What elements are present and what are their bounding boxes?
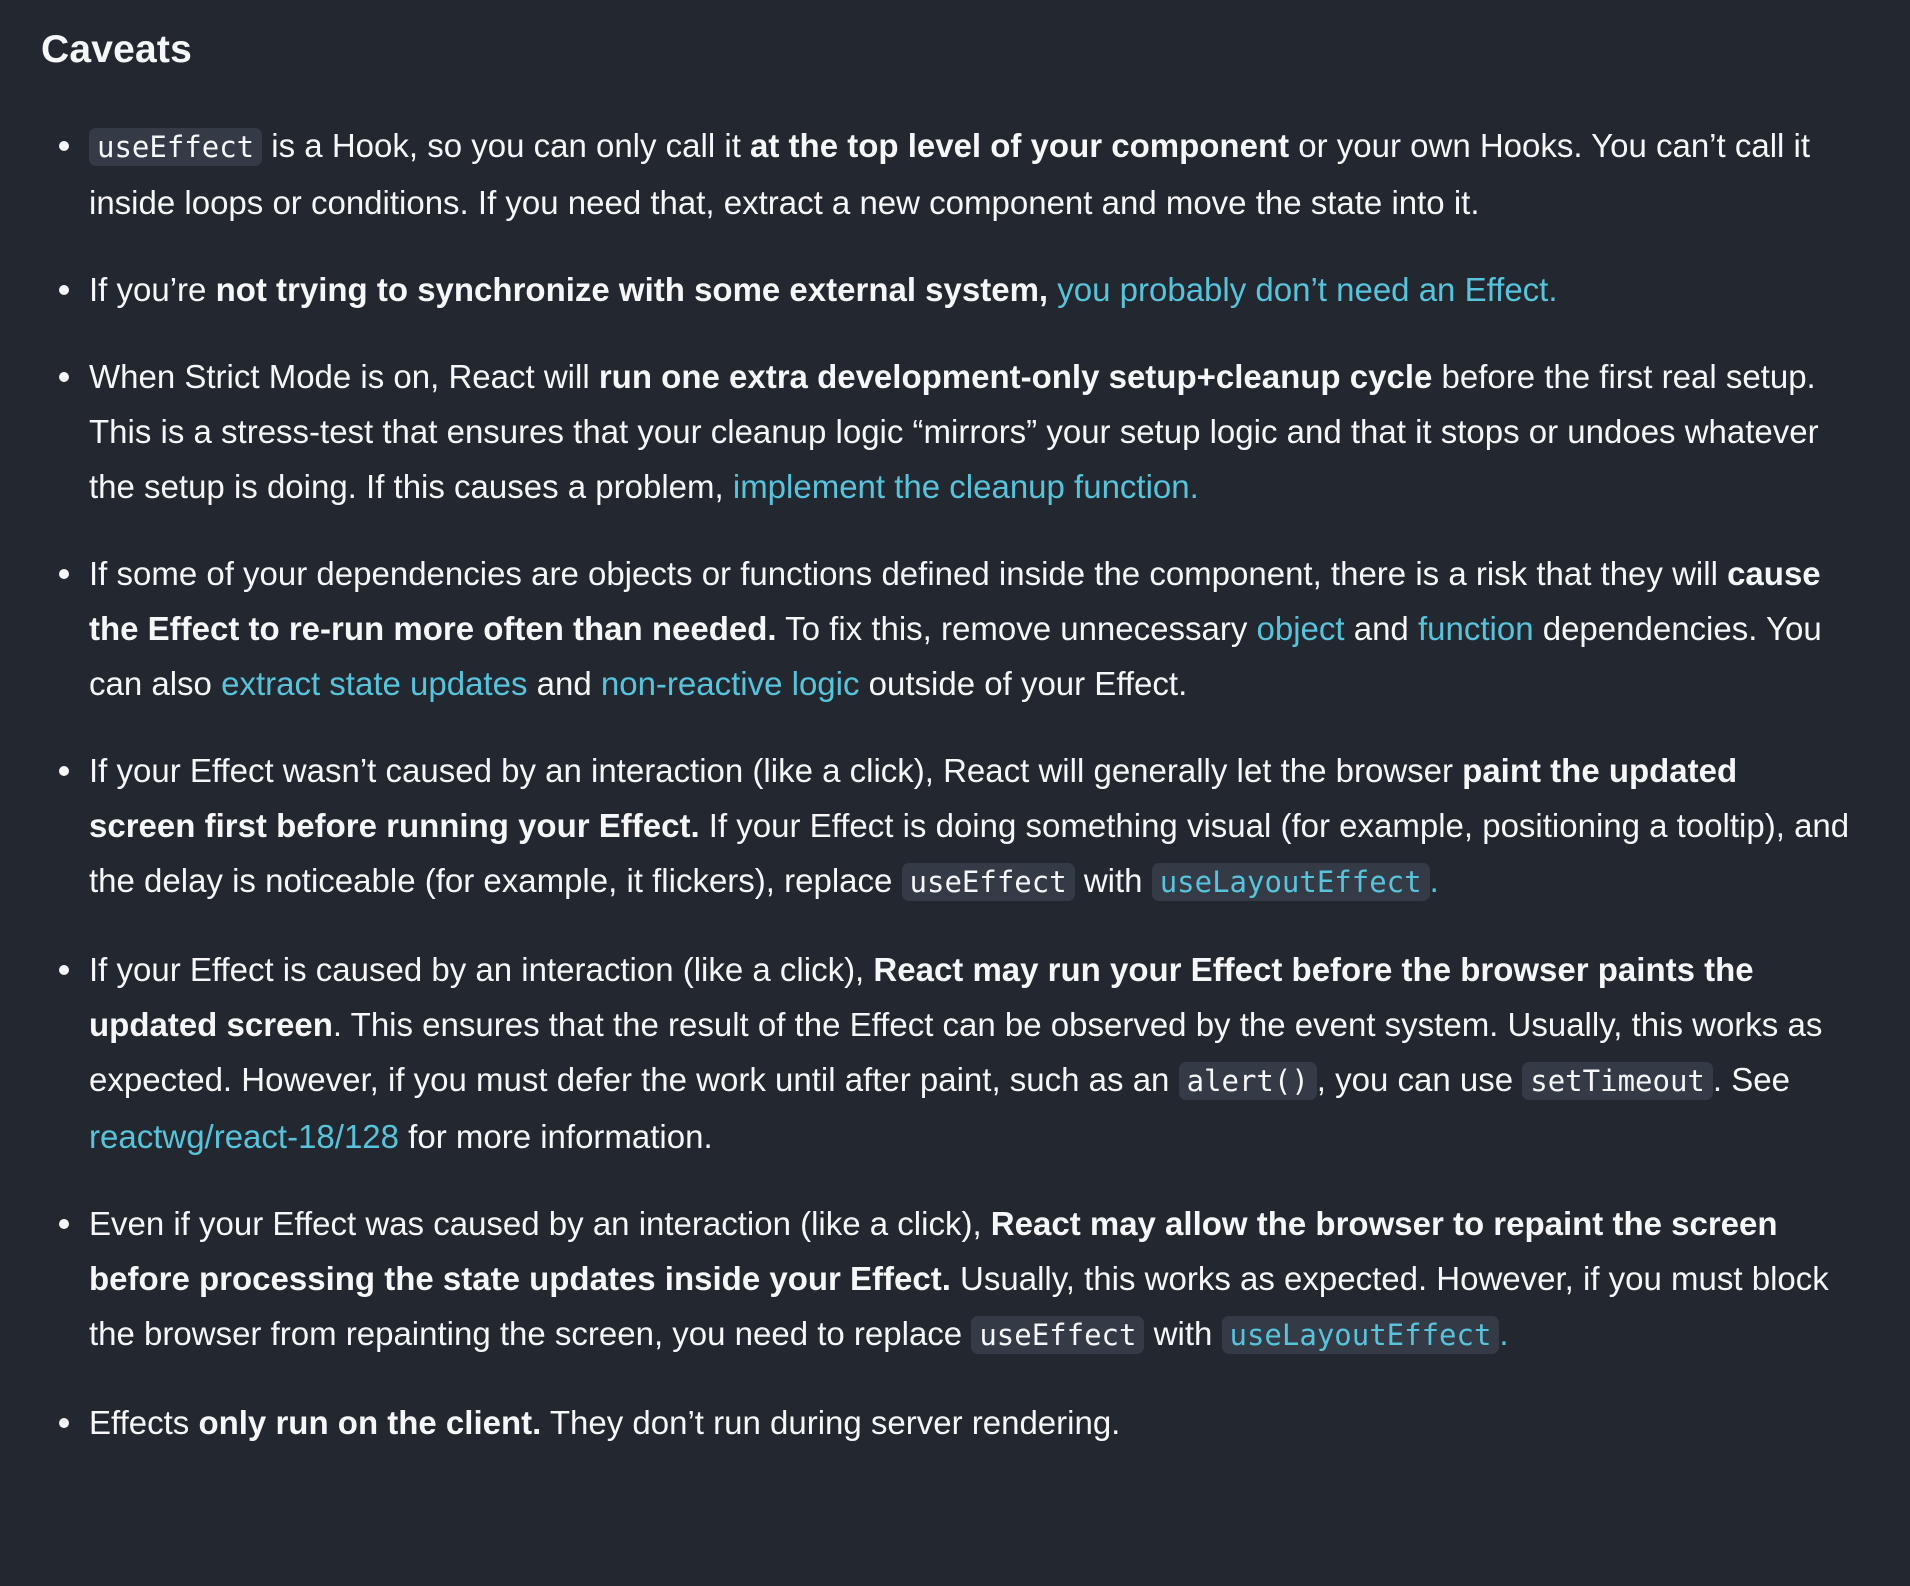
caveat-emphasis: at the top level of your component [750, 127, 1290, 164]
caveat-text: before the first real setup. This is a stress-test that ensures that your cleanup logic “mirrors” your setup logic and that it stops or undoes whatever the setup is doing. If this causes a problem, [89, 358, 1819, 505]
caveat-item-top-level-hook [41, 118, 1850, 230]
caveat-emphasis: run one extra development-only setup+cleanup cycle [598, 358, 1433, 395]
inline-code-uselayouteffect: useLayoutEffect [1152, 863, 1430, 901]
caveat-text: with [1074, 862, 1152, 899]
inline-code-useeffect: useEffect [89, 128, 262, 166]
caveat-text: . See [1712, 1061, 1790, 1098]
caveat-text: with [1144, 1315, 1222, 1352]
caveat-text: , you can use [1316, 1061, 1523, 1098]
link-uselayouteffect[interactable] [1152, 862, 1439, 899]
inline-code-settimeout: setTimeout [1522, 1062, 1713, 1100]
inline-code-alert: alert() [1179, 1062, 1317, 1100]
link-you-might-not-need-an-effect[interactable]: you probably don’t need an Effect. [1057, 271, 1558, 308]
caveat-item-client-only [41, 1395, 1850, 1450]
caveat-text: for more information. [399, 1118, 713, 1155]
caveats-list [41, 118, 1850, 1450]
link-extract-state-updates[interactable]: extract state updates [221, 665, 528, 702]
caveat-text: If your Effect wasn’t caused by an interaction (like a click), React will generally let the browser [89, 752, 1463, 789]
caveat-item-interaction-effect [41, 942, 1850, 1164]
inline-code-uselayouteffect: useLayoutEffect [1222, 1316, 1500, 1354]
link-object-dependencies[interactable]: object [1256, 610, 1345, 647]
caveat-text: Even if your Effect was caused by an interaction (like a click), [89, 1205, 991, 1242]
caveat-text: If your Effect is caused by an interaction (like a click), [89, 951, 874, 988]
link-trailing-period: . [1429, 862, 1439, 899]
caveat-item-external-system [41, 262, 1850, 317]
caveat-text: . This ensures that the result of the Effect can be observed by the event system. Usually, this works as expected. However, if you must defer the work until after paint, such as an [89, 1006, 1823, 1098]
caveat-item-strict-mode [41, 349, 1850, 514]
caveat-text: dependencies. You can also [89, 610, 1822, 702]
caveat-emphasis: not trying to synchronize with some external system, [215, 271, 1049, 308]
inline-code-useeffect: useEffect [971, 1316, 1144, 1354]
link-function-dependencies[interactable]: function [1417, 610, 1534, 647]
link-non-reactive-logic[interactable]: non-reactive logic [600, 665, 860, 702]
caveat-text: If some of your dependencies are objects or functions defined inside the component, there is a risk that they will [89, 555, 1728, 592]
caveat-item-repaint-state-updates [41, 1196, 1850, 1363]
caveat-emphasis: cause the Effect to re-run more often than needed. [89, 555, 1821, 647]
caveat-item-dependencies [41, 546, 1850, 711]
caveat-emphasis: React may allow the browser to repaint the screen before processing the state updates inside your Effect. [89, 1205, 1778, 1297]
caveat-text: They don’t run during server rendering. [541, 1404, 1121, 1441]
caveat-emphasis: only run on the client. [198, 1404, 542, 1441]
caveat-text: and [527, 665, 601, 702]
caveat-text [1048, 271, 1057, 308]
link-reactwg-react-18-128[interactable]: reactwg/react-18/128 [89, 1118, 400, 1155]
caveat-emphasis: paint the updated screen first before running your Effect. [89, 752, 1738, 844]
caveat-emphasis: React may run your Effect before the browser paints the updated screen [89, 951, 1754, 1043]
caveat-text: Usually, this works as expected. However, if you must block the browser from repainting the screen, you need to replace [89, 1260, 1829, 1352]
caveat-text: To fix this, remove unnecessary [776, 610, 1257, 647]
caveat-text: or your own Hooks. You can’t call it inside loops or conditions. If you need that, extract a new component and move the state into it. [89, 127, 1811, 221]
caveat-text: Effects [89, 1404, 199, 1441]
caveat-text: When Strict Mode is on, React will [89, 358, 599, 395]
caveat-text: outside of your Effect. [859, 665, 1188, 702]
caveat-text: If your Effect is doing something visual (for example, positioning a tooltip), and the delay is noticeable (for example, it flickers), replace [89, 807, 1850, 899]
link-trailing-period: . [1499, 1315, 1509, 1352]
caveat-text: and [1344, 610, 1418, 647]
section-heading: Caveats [41, 28, 193, 71]
link-uselayouteffect[interactable] [1222, 1315, 1509, 1352]
link-implement-cleanup[interactable]: implement the cleanup function. [732, 468, 1199, 505]
caveat-text: is a Hook, so you can only call it [262, 127, 751, 164]
inline-code-useeffect: useEffect [902, 863, 1075, 901]
caveat-item-paint-before-effect [41, 743, 1850, 910]
caveat-text: If you’re [89, 271, 216, 308]
